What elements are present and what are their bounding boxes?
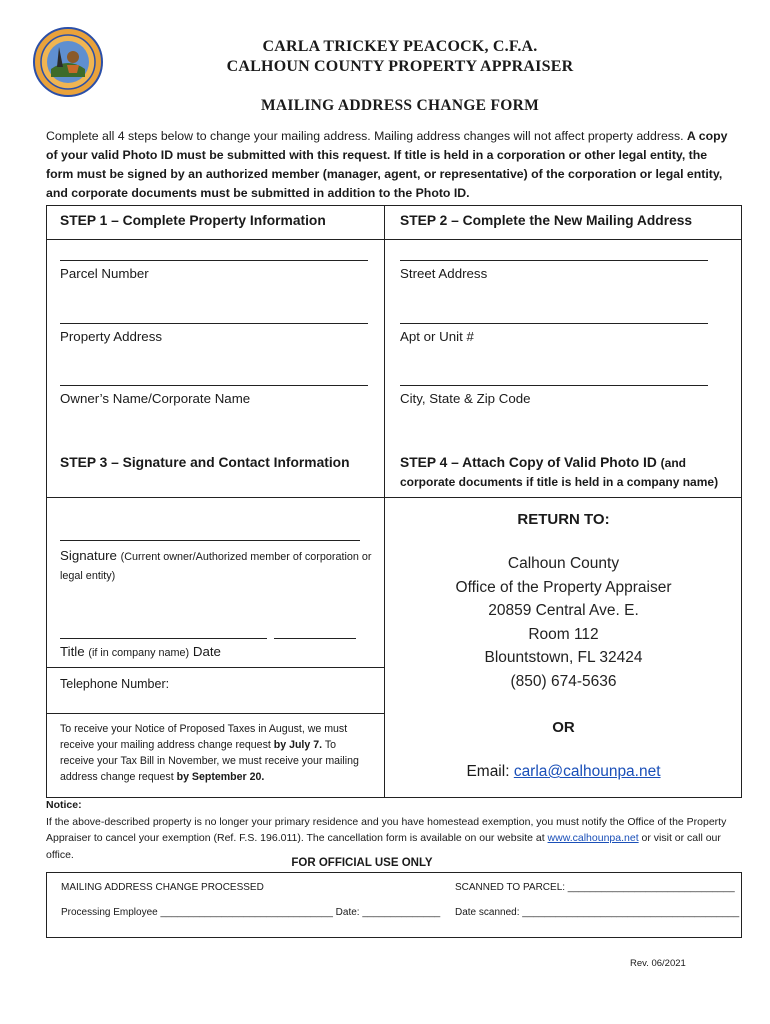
- street-address-field[interactable]: [400, 260, 708, 261]
- return-line-1: Calhoun County: [507, 555, 620, 572]
- step4-title: [400, 455, 686, 470]
- step4-title-text: STEP 4 – Attach Copy of Valid Photo ID: [400, 455, 657, 470]
- title-date-label-row: [60, 644, 221, 659]
- telephone-top-divider: [46, 667, 385, 668]
- return-line-6: (850) 674-5636: [510, 672, 617, 690]
- signature-label-row: [60, 547, 375, 585]
- return-line-2: Office of the Property Appraiser: [455, 578, 672, 596]
- date-label: Date: [192, 644, 221, 659]
- form-steps-frame: [46, 205, 742, 798]
- office-name: CALHOUN COUNTY PROPERTY APPRAISER: [226, 58, 574, 75]
- deadline-september: by September 20.: [176, 771, 265, 783]
- parcel-number-field[interactable]: [60, 260, 368, 261]
- property-address-label: Property Address: [60, 329, 162, 344]
- return-to-heading: RETURN TO:: [517, 511, 610, 528]
- date-field[interactable]: [274, 638, 356, 639]
- street-address-label: Street Address: [400, 266, 488, 281]
- step3-title: STEP 3 – Signature and Contact Information: [60, 455, 350, 470]
- telephone-label: Telephone Number:: [60, 677, 170, 691]
- email-row: [385, 763, 742, 781]
- owner-name-field[interactable]: [60, 385, 368, 386]
- or-label: OR: [552, 719, 575, 736]
- scanned-to-parcel: SCANNED TO PARCEL: ______________________________: [455, 882, 735, 893]
- title-label: Title: [60, 644, 85, 659]
- step4-title-note: (and: [660, 456, 686, 470]
- property-address-field[interactable]: [60, 323, 368, 324]
- processed-label: MAILING ADDRESS CHANGE PROCESSED: [61, 882, 264, 893]
- telephone-bottom-divider: [46, 713, 385, 714]
- apt-unit-label: Apt or Unit #: [400, 329, 474, 344]
- city-state-zip-label: City, State & Zip Code: [400, 391, 531, 406]
- header-divider: [46, 239, 742, 240]
- return-line-3: 20859 Central Ave. E.: [488, 602, 639, 619]
- apt-unit-field[interactable]: [400, 323, 708, 324]
- processing-employee: Processing Employee _______________________________ Date: ______________: [61, 907, 441, 918]
- notice-section: [46, 797, 736, 863]
- parcel-number-label: Parcel Number: [60, 266, 149, 281]
- notice-heading: Notice:: [46, 799, 82, 811]
- email-link[interactable]: carla@calhounpa.net: [513, 763, 661, 780]
- deadline-july: by July 7.: [273, 739, 323, 751]
- signature-label: Signature: [60, 548, 117, 563]
- revision-label: Rev. 06/2021: [630, 958, 686, 969]
- column-divider: [384, 205, 385, 498]
- instructions-bold: A copy of your valid Photo ID must be submitted with this request. If title is held in a corporation or other legal entity, the form must be signed by an authorized member (manager, agent, or representative) of the corporation or legal entity, and corporate documents must be submitted in addition to the Photo ID.: [46, 129, 728, 200]
- return-line-5: Blountstown, FL 32424: [484, 649, 643, 666]
- instructions: [46, 127, 736, 203]
- title-field[interactable]: [60, 638, 267, 639]
- return-address: [385, 552, 742, 693]
- notice-tail: or visit or call our office.: [46, 832, 721, 861]
- owner-name-label: Owner’s Name/Corporate Name: [60, 391, 251, 406]
- return-line-4: Room 112: [528, 625, 599, 643]
- deadline-text-1: To receive your Notice of Proposed Taxes in August, we must receive your mailing address change request: [60, 723, 348, 751]
- official-use-heading: FOR OFFICIAL USE ONLY: [291, 857, 433, 869]
- signature-field[interactable]: [60, 540, 360, 541]
- form-title: MAILING ADDRESS CHANGE FORM: [260, 97, 540, 114]
- instructions-text: Complete all 4 steps below to change your mailing address. Mailing address changes will not affect property address.: [46, 129, 687, 143]
- step2-title: STEP 2 – Complete the New Mailing Address: [400, 213, 693, 228]
- step4-title-note-line2: corporate documents if title is held in a company name): [400, 475, 719, 489]
- city-state-zip-field[interactable]: [400, 385, 708, 386]
- appraiser-name: CARLA TRICKEY PEACOCK, C.F.A.: [262, 38, 538, 55]
- county-seal-logo: [33, 27, 103, 97]
- notice-body: [46, 814, 736, 864]
- deadline-text-2: To receive your Tax Bill in November, we must receive your mailing address change request: [60, 739, 359, 783]
- signature-note: (Current owner/Authorized member of corporation or legal entity): [60, 551, 372, 582]
- email-label: Email:: [466, 763, 514, 780]
- step34-top-divider: [46, 497, 742, 498]
- deadline-info: [60, 721, 365, 785]
- step1-title: STEP 1 – Complete Property Information: [60, 213, 326, 228]
- website-link[interactable]: www.calhounpa.net: [547, 832, 639, 844]
- date-scanned: Date scanned: _______________________________________: [455, 907, 740, 918]
- title-note: (if in company name): [88, 647, 190, 659]
- notice-text: If the above-described property is no longer your primary residence and you have homestead exemption, you must notify the Office of the Property Appraiser to cancel your exemption (Ref. F.S. 196.011). The cancellation form is available on our website at: [46, 815, 727, 844]
